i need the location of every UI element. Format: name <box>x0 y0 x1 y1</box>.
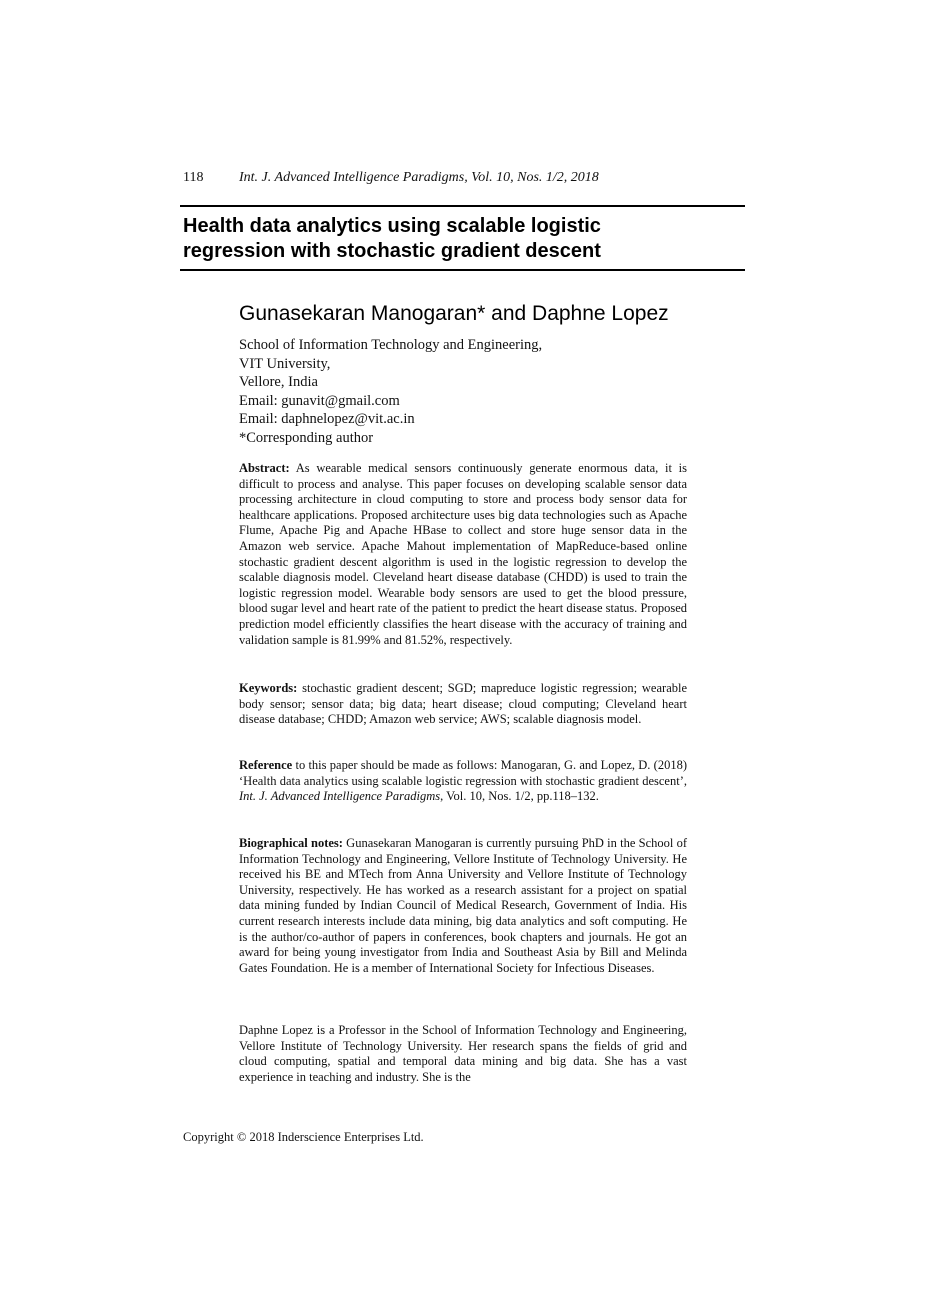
biography-text-1: Gunasekaran Manogaran is currently pursuing PhD in the School of Information Technology and Engineering, Vellore Institute of Technology University. He received his BE and MTech from Anna University and Vellore Institute of Technology University, respectively. He has worked as a research assistant for a project on spatial data mining funded by Indian Council of Medical Research, Government of India. His current research interests include data mining, big data analytics and soft computing. He is the author/co-author of papers in conferences, book chapters and journals. He got an award for being young investigator from India and Southeast Asia by Bill and Melinda Gates Foundation. He is a member of International Society for Infectious Diseases. <box>239 836 687 975</box>
biography-label: Biographical notes: <box>239 836 343 850</box>
affiliation-line-1: School of Information Technology and Engineering, <box>239 337 543 353</box>
keywords-label: Keywords: <box>239 681 298 695</box>
running-header <box>183 170 599 186</box>
title-line-2: regression with stochastic gradient descent <box>183 240 601 262</box>
keywords-paragraph <box>239 681 687 728</box>
copyright-notice: Copyright © 2018 Inderscience Enterprises Ltd. <box>183 1130 424 1144</box>
journal-citation: Int. J. Advanced Intelligence Paradigms, Vol. 10, Nos. 1/2, 2018 <box>239 170 599 185</box>
reference-text: to this paper should be made as follows: Manogaran, G. and Lopez, D. (2018) ‘Health data analytics using scalable logistic regression with stochastic gradient descent’, <box>239 758 688 788</box>
title-line-1: Health data analytics using scalable logistic <box>183 215 601 237</box>
abstract-paragraph <box>239 461 687 648</box>
reference-label: Reference <box>239 758 293 772</box>
biography-paragraph-1 <box>239 836 687 976</box>
affiliation-line-3: Vellore, India <box>239 374 318 390</box>
paper-title <box>183 214 743 264</box>
page-number: 118 <box>183 170 204 185</box>
abstract-label: Abstract: <box>239 461 290 475</box>
affiliation-line-2: VIT University, <box>239 355 331 372</box>
keywords-text: stochastic gradient descent; SGD; mapreduce logistic regression; wearable body sensor; sensor data; big data; heart disease; cloud computing; Cleveland heart disease database; CHDD; Amazon web service; AWS; scalable diagnosis model. <box>239 681 688 727</box>
biography-paragraph-2 <box>239 1023 687 1085</box>
abstract-text: As wearable medical sensors continuously generate enormous data, it is difficult to process and analyse. This paper focuses on developing scalable sensor data processing architecture in cloud computing to store and process body sensor data for healthcare applications. Proposed architecture uses big data technologies such as Apache Flume, Apache Pig and Apache HBase to collect and store huge sensor data in the Amazon web service. Apache Mahout implementation of MapReduce-based online stochastic gradient descent algorithm is used in the logistic regression to develop the scalable diagnosis model. Cleveland heart disease database (CHDD) is used to train the logistic regression model. Wearable body sensors are used to get the blood pressure, blood sugar level and heart rate of the patient to predict the heart disease status. Proposed prediction model efficiently classifies the heart disease with the accuracy of training and validation sample is 81.99% and 81.52%, respectively. <box>239 461 687 647</box>
corresponding-author-note: *Corresponding author <box>239 429 374 446</box>
email-1: Email: gunavit@gmail.com <box>239 392 400 409</box>
reference-journal: Int. J. Advanced Intelligence Paradigms <box>239 789 441 804</box>
reference-volume: , Vol. 10, Nos. 1/2, pp.118–132. <box>440 789 599 804</box>
title-bottom-rule <box>180 269 745 271</box>
email-2: Email: daphnelopez@vit.ac.in <box>239 411 415 427</box>
reference-paragraph <box>239 758 687 805</box>
biography-text-2: Daphne Lopez is a Professor in the School of Information Technology and Engineering, Vellore Institute of Technology University. Her research spans the fields of grid and cloud computing, spatial and temporal data mining and big data. She has a vast experience in teaching and industry. She is the <box>239 1023 687 1084</box>
author-names: Gunasekaran Manogaran* and Daphne Lopez <box>239 302 669 325</box>
affiliation-block <box>239 336 542 447</box>
title-top-rule <box>180 205 745 207</box>
